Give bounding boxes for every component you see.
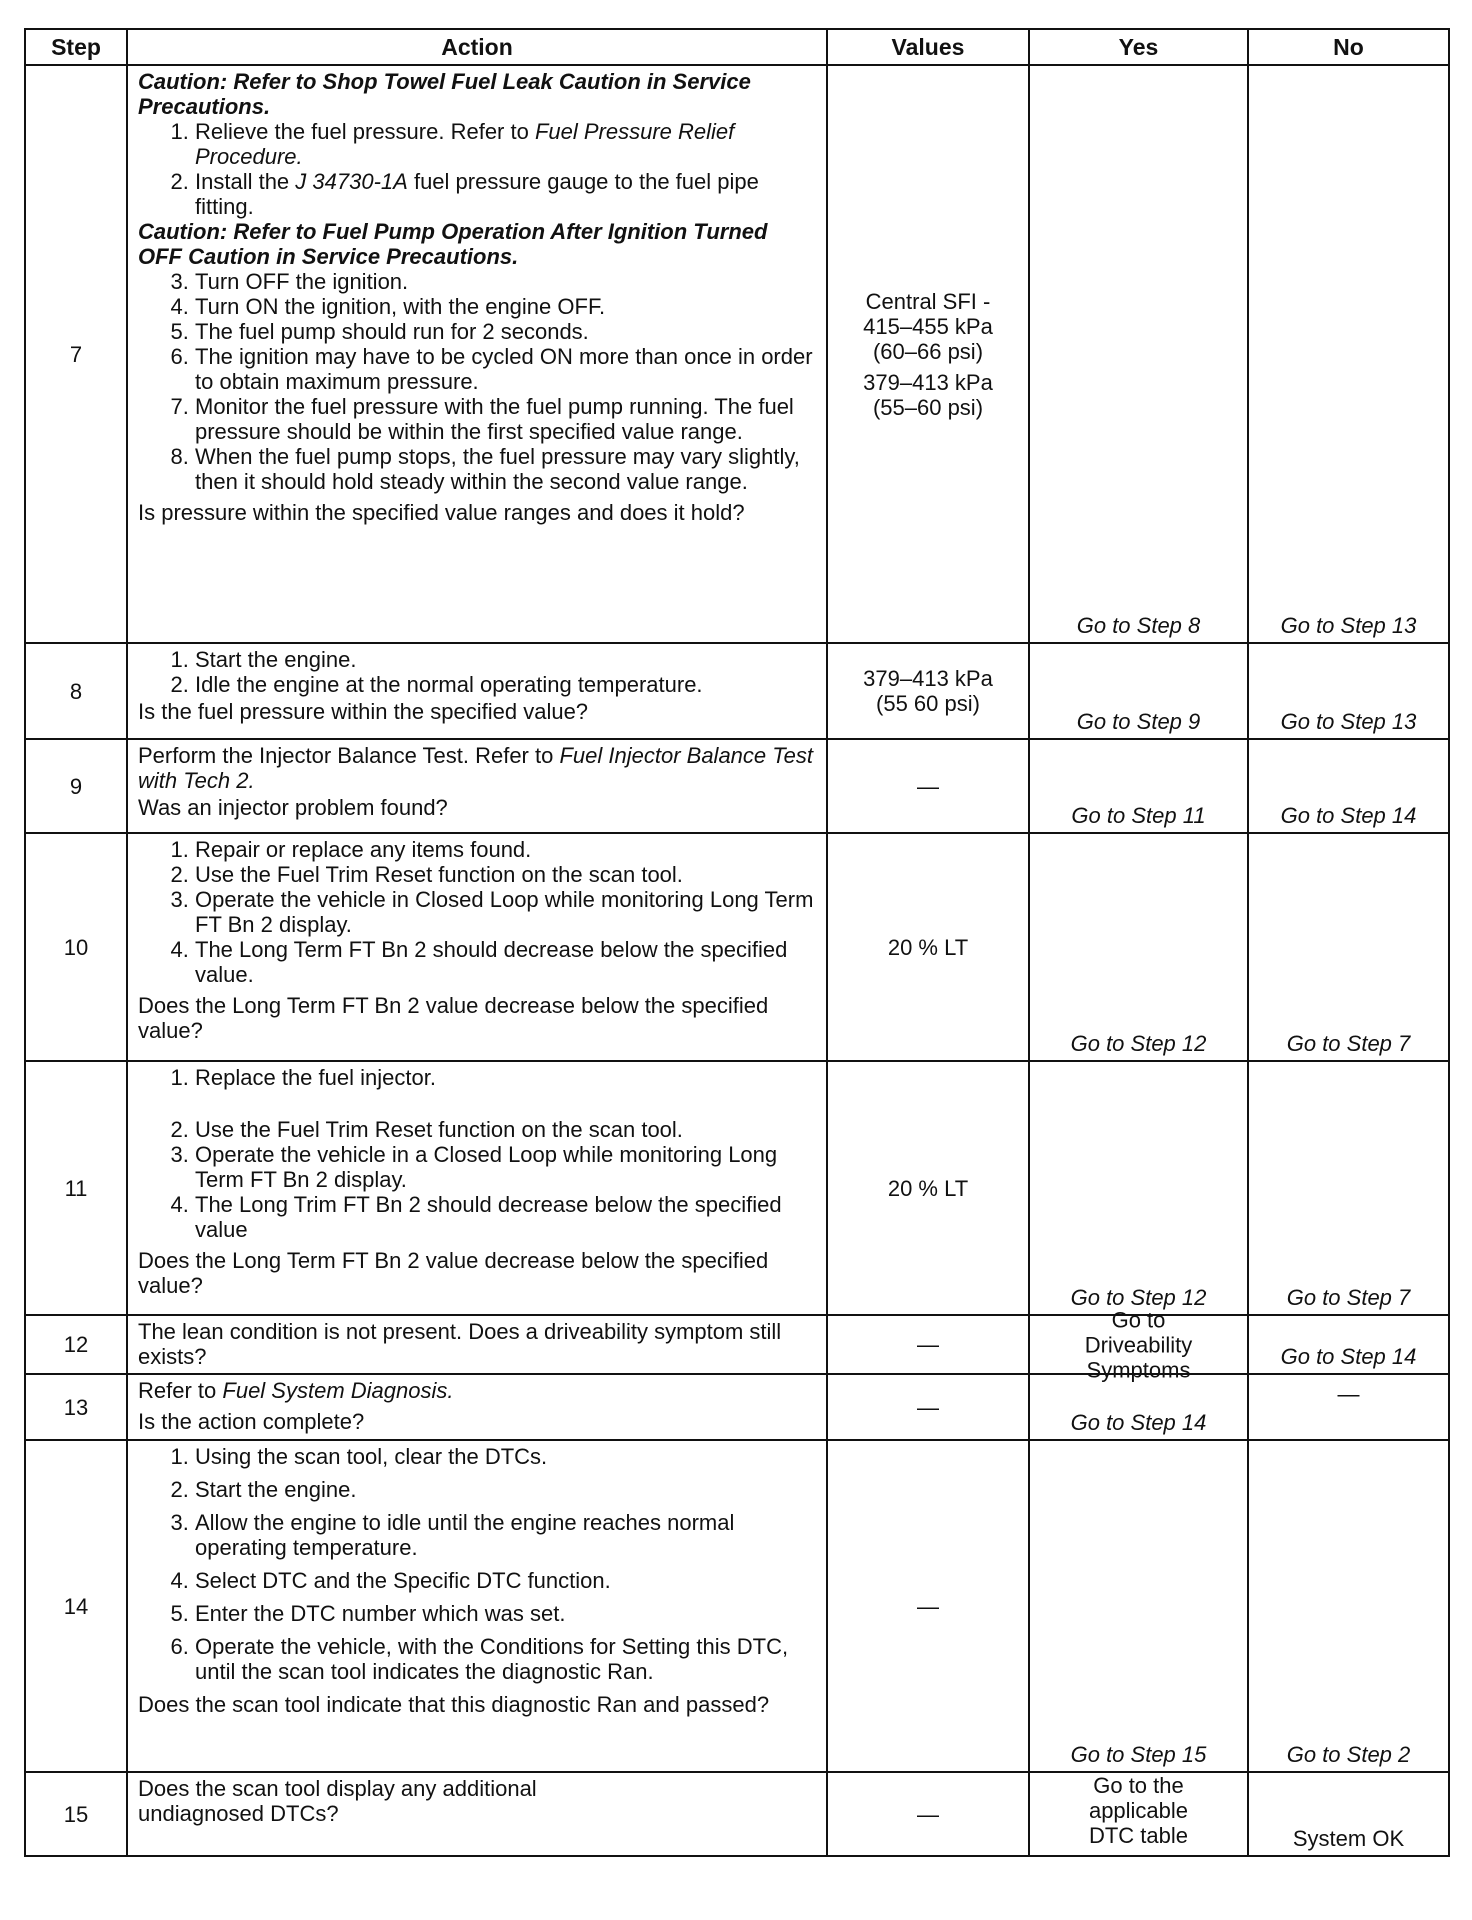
header-step: Step	[25, 29, 127, 65]
action-cell	[127, 1061, 827, 1315]
list-item: 2. Install the J 34730-1A fuel pressure gauge to the fuel pipe fitting.	[195, 169, 816, 219]
action-cell	[127, 833, 827, 1061]
no-link[interactable]: Go to Step 14	[1280, 1344, 1417, 1369]
list-item: 7. Monitor the fuel pressure with the fuel pump running. The fuel pressure should be within the first specified value range.	[195, 394, 816, 444]
values-cell: —	[827, 739, 1029, 833]
step-number: 15	[25, 1772, 127, 1856]
instruction-text: Refer to Fuel System Diagnosis.	[138, 1378, 454, 1403]
list-item: 3. Turn OFF the ignition.	[195, 269, 816, 294]
list-item: 5. Enter the DTC number which was set.	[195, 1601, 816, 1626]
table-row-step-15	[25, 1772, 1449, 1856]
header-row	[25, 29, 1449, 65]
caution-note: Caution: Refer to Shop Towel Fuel Leak Caution in Service Precautions.	[138, 69, 751, 119]
yes-link[interactable]: Go to Step 8	[1076, 613, 1201, 638]
procedure-list	[138, 837, 816, 987]
yes-link[interactable]: Go to Step 14	[1070, 1410, 1207, 1435]
values-cell: —	[827, 1315, 1029, 1374]
yes-link[interactable]: Go to the applicable DTC table	[1088, 1773, 1189, 1848]
list-item: 2. Idle the engine at the normal operating temperature.	[195, 672, 816, 697]
list-item: 1. Repair or replace any items found.	[195, 837, 816, 862]
no-link[interactable]: Go to Step 13	[1280, 709, 1417, 734]
yes-cell	[1029, 833, 1248, 1061]
yes-cell	[1029, 1061, 1248, 1315]
question: Is the action complete?	[138, 1409, 365, 1434]
no-link[interactable]: Go to Step 7	[1286, 1285, 1411, 1310]
action-cell	[127, 1374, 827, 1440]
diagnostic-table	[24, 28, 1450, 1857]
no-value: —	[1337, 1381, 1360, 1407]
list-item: 4. The Long Term FT Bn 2 should decrease below the specified value.	[195, 937, 816, 987]
action-cell	[127, 1440, 827, 1772]
table-row-step-8	[25, 643, 1449, 739]
yes-link[interactable]: Go to Driveability Symptoms	[1084, 1307, 1193, 1382]
question: Is pressure within the specified value ranges and does it hold?	[138, 500, 745, 525]
list-item: 1. Start the engine.	[195, 647, 816, 672]
diagnostic-table-page	[24, 28, 1448, 1857]
yes-link[interactable]: Go to Step 15	[1070, 1742, 1207, 1767]
step-number: 12	[25, 1315, 127, 1374]
yes-cell	[1029, 65, 1248, 643]
table-row-step-14	[25, 1440, 1449, 1772]
values-cell: 20 % LT	[827, 833, 1029, 1061]
yes-cell	[1029, 739, 1248, 833]
action-cell	[127, 643, 827, 739]
action-cell	[127, 1315, 827, 1374]
procedure-list	[138, 119, 816, 219]
table-row-step-10	[25, 833, 1449, 1061]
no-cell	[1248, 1315, 1449, 1374]
table-row-step-7	[25, 65, 1449, 643]
list-item: 4. The Long Trim FT Bn 2 should decrease below the specified value	[195, 1192, 816, 1242]
list-item: 8. When the fuel pump stops, the fuel pressure may vary slightly, then it should hold steady within the second value range.	[195, 444, 816, 494]
action-cell	[127, 1772, 827, 1856]
yes-cell	[1029, 1374, 1248, 1440]
yes-cell	[1029, 643, 1248, 739]
no-cell	[1248, 1440, 1449, 1772]
instruction-text: Perform the Injector Balance Test. Refer to Fuel Injector Balance Test with Tech 2.	[138, 743, 814, 793]
question: Does the Long Term FT Bn 2 value decrease below the specified value?	[138, 1248, 769, 1298]
no-cell	[1248, 833, 1449, 1061]
yes-link[interactable]: Go to Step 11	[1071, 803, 1206, 828]
no-cell	[1248, 1061, 1449, 1315]
question: Was an injector problem found?	[138, 795, 448, 820]
yes-cell	[1029, 1307, 1248, 1382]
no-cell	[1248, 1374, 1449, 1440]
values-cell	[827, 65, 1029, 643]
list-item: 4. Select DTC and the Specific DTC function.	[195, 1568, 816, 1593]
yes-link[interactable]: Go to Step 12	[1070, 1031, 1207, 1056]
caution-note: Caution: Refer to Fuel Pump Operation After Ignition Turned OFF Caution in Service Precautions.	[138, 219, 768, 269]
step-number: 7	[25, 65, 127, 643]
step-number: 9	[25, 739, 127, 833]
step-number: 14	[25, 1440, 127, 1772]
table-row-step-12	[25, 1315, 1449, 1374]
list-item: 4. Turn ON the ignition, with the engine OFF.	[195, 294, 816, 319]
values-cell: —	[827, 1772, 1029, 1856]
list-item: 1. Replace the fuel injector.	[195, 1065, 816, 1090]
no-value: System OK	[1292, 1826, 1405, 1851]
yes-cell	[1029, 1440, 1248, 1772]
header-yes: Yes	[1029, 29, 1248, 65]
list-item: 6. The ignition may have to be cycled ON more than once in order to obtain maximum pressure.	[195, 344, 816, 394]
step-number: 11	[25, 1061, 127, 1315]
yes-cell	[1029, 1772, 1248, 1856]
procedure-list	[138, 647, 816, 697]
table-row-step-9	[25, 739, 1449, 833]
no-cell	[1248, 65, 1449, 643]
list-item: 3. Allow the engine to idle until the engine reaches normal operating temperature.	[195, 1510, 816, 1560]
no-link[interactable]: Go to Step 7	[1286, 1031, 1411, 1056]
question: Does the Long Term FT Bn 2 value decrease below the specified value?	[138, 993, 769, 1043]
step-number: 10	[25, 833, 127, 1061]
value-range: 379–413 kPa (55 60 psi)	[863, 666, 993, 716]
step-number: 8	[25, 643, 127, 739]
procedure-list	[138, 269, 816, 494]
question: Is the fuel pressure within the specified value?	[138, 699, 589, 724]
question: Does the scan tool indicate that this diagnostic Ran and passed?	[138, 1692, 770, 1717]
procedure-list	[138, 1065, 816, 1242]
action-cell	[127, 739, 827, 833]
question: The lean condition is not present. Does a driveability symptom still exists?	[138, 1319, 782, 1369]
no-cell	[1248, 739, 1449, 833]
header-values: Values	[827, 29, 1029, 65]
step-number: 13	[25, 1374, 127, 1440]
list-item: 5. The fuel pump should run for 2 seconds.	[195, 319, 816, 344]
list-item: 1. Using the scan tool, clear the DTCs.	[195, 1444, 816, 1469]
no-link[interactable]: Go to Step 2	[1286, 1742, 1411, 1767]
list-item: 2. Use the Fuel Trim Reset function on the scan tool.	[195, 862, 816, 887]
values-cell: 20 % LT	[827, 1061, 1029, 1315]
value-range-2: 379–413 kPa (55–60 psi)	[863, 369, 993, 420]
table-row-step-11	[25, 1061, 1449, 1315]
table-row-step-13	[25, 1374, 1449, 1440]
no-link[interactable]: Go to Step 13	[1280, 613, 1417, 638]
yes-link[interactable]: Go to Step 9	[1076, 709, 1201, 734]
header-no: No	[1248, 29, 1449, 65]
no-link[interactable]: Go to Step 14	[1280, 803, 1417, 828]
list-item: 3. Operate the vehicle in a Closed Loop while monitoring Long Term FT Bn 2 display.	[195, 1142, 816, 1192]
action-cell	[127, 65, 827, 643]
list-item: 6. Operate the vehicle, with the Conditions for Setting this DTC, until the scan tool indicates the diagnostic Ran.	[195, 1634, 816, 1684]
question: Does the scan tool display any additional undiagnosed DTCs?	[138, 1776, 537, 1826]
list-item: 2. Start the engine.	[195, 1477, 816, 1502]
value-range-1: Central SFI - 415–455 kPa (60–66 psi)	[863, 288, 993, 364]
no-cell	[1248, 1772, 1449, 1856]
header-action: Action	[127, 29, 827, 65]
list-item: 2. Use the Fuel Trim Reset function on the scan tool.	[195, 1117, 816, 1142]
no-cell	[1248, 643, 1449, 739]
values-cell: —	[827, 1440, 1029, 1772]
procedure-list	[138, 1444, 816, 1684]
values-cell: —	[827, 1374, 1029, 1440]
list-item: 1. Relieve the fuel pressure. Refer to Fuel Pressure Relief Procedure.	[195, 119, 816, 169]
yes-link[interactable]: Go to Step 12	[1070, 1285, 1207, 1310]
values-cell	[827, 643, 1029, 739]
list-item: 3. Operate the vehicle in Closed Loop while monitoring Long Term FT Bn 2 display.	[195, 887, 816, 937]
